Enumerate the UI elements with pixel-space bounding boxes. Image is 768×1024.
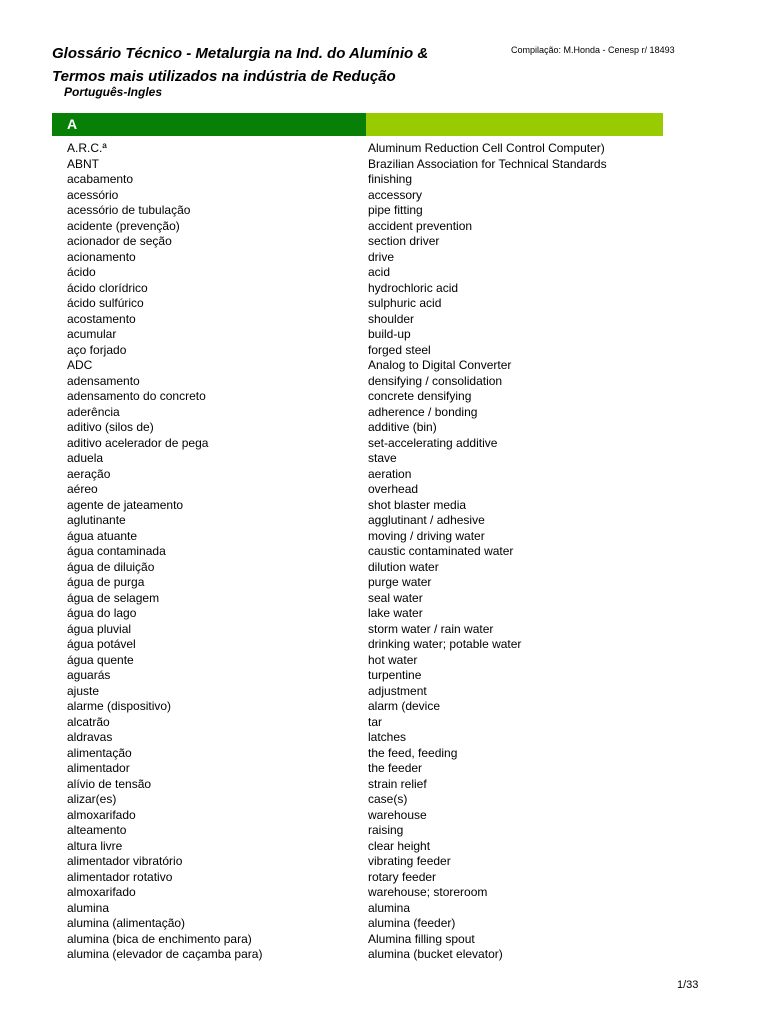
term-portuguese: água contaminada [67,544,166,558]
glossary-list [67,141,667,963]
term-portuguese: ácido [67,265,96,279]
glossary-entry [67,420,667,436]
term-english: set-accelerating additive [368,435,498,450]
glossary-entry [67,575,667,591]
glossary-entry [67,203,667,219]
term-portuguese: agente de jateamento [67,497,184,512]
term-portuguese: água atuante [67,528,138,543]
glossary-entry [67,730,667,746]
term-english: alarm (device [368,699,441,713]
term-english: latches [368,730,407,744]
glossary-entry [67,684,667,700]
term-english: turpentine [368,668,422,682]
term-english: drinking water; potable water [368,637,522,651]
term-portuguese: água de selagem [67,590,160,605]
glossary-entry [67,901,667,917]
glossary-entry [67,389,667,405]
glossary-entry [67,653,667,669]
glossary-entry [67,157,667,173]
glossary-entry [67,219,667,235]
term-english: overhead [368,482,419,496]
term-portuguese: almoxarifado [67,807,136,822]
term-portuguese: alumina (bica de enchimento para) [67,931,252,946]
term-english: storm water / rain water [368,621,494,636]
term-english: rotary feeder [368,869,437,884]
term-portuguese: alimentador vibratório [67,854,183,868]
glossary-entry [67,188,667,204]
term-english: finishing [368,172,413,186]
page-subtitle: Português-Ingles [64,85,163,99]
term-portuguese: ácido clorídrico [67,280,148,295]
page-number: 1/33 [677,979,699,991]
section-letter-bar [52,113,663,136]
term-portuguese: alívio de tensão [67,776,152,791]
glossary-entry [67,746,667,762]
glossary-entry [67,560,667,576]
glossary-entry [67,482,667,498]
term-english: purge water [368,575,432,589]
term-portuguese: ABNT [67,156,100,171]
term-english: drive [368,249,395,264]
term-portuguese: acumular [67,327,117,341]
glossary-entry [67,265,667,281]
term-portuguese: alimentador rotativo [67,869,173,884]
glossary-entry [67,916,667,932]
glossary-entry [67,792,667,808]
glossary-entry [67,622,667,638]
term-portuguese: aguarás [67,668,111,682]
term-portuguese: água pluvial [67,621,132,636]
glossary-entry [67,699,667,715]
glossary-entry [67,668,667,684]
glossary-entry [67,358,667,374]
term-portuguese: aditivo (silos de) [67,420,154,434]
term-portuguese: aeração [67,466,111,481]
term-english: shoulder [368,311,415,326]
term-english: raising [368,823,404,837]
glossary-entry [67,544,667,560]
term-english: stave [368,451,397,465]
term-portuguese: alumina (elevador de caçamba para) [67,947,263,961]
glossary-entry [67,172,667,188]
term-portuguese: alteamento [67,823,127,837]
glossary-entry [67,823,667,839]
term-portuguese: água quente [67,652,134,667]
term-portuguese: alcatrão [67,714,110,729]
term-portuguese: adensamento do concreto [67,389,206,403]
glossary-entry [67,451,667,467]
term-english: forged steel [368,342,431,357]
term-portuguese: alimentador [67,761,130,775]
glossary-entry [67,250,667,266]
term-english: strain relief [368,776,427,791]
term-english: lake water [368,606,423,620]
term-english: adjustment [368,683,427,698]
glossary-entry [67,513,667,529]
term-portuguese: alumina [67,900,110,915]
term-english: vibrating feeder [368,854,451,868]
term-portuguese: acessório [67,187,119,202]
glossary-entry [67,808,667,824]
term-english: warehouse [368,807,427,822]
glossary-entry [67,591,667,607]
term-portuguese: acionamento [67,249,136,264]
term-english: the feed, feeding [368,745,458,760]
term-portuguese: alizar(es) [67,792,117,806]
term-english: alumina (bucket elevator) [368,947,503,961]
term-english: sulphuric acid [368,296,442,310]
term-portuguese: acidente (prevenção) [67,218,180,233]
compilation-credit: Compilação: M.Honda - Cenesp r/ 18493 [511,45,675,55]
term-portuguese: água potável [67,637,136,651]
section-bar-accent [366,113,663,136]
glossary-entry [67,715,667,731]
term-english: accident prevention [368,218,473,233]
term-english: section driver [368,234,440,248]
term-english: seal water [368,590,423,605]
term-english: adherence / bonding [368,404,478,419]
term-english: tar [368,714,383,729]
term-english: alumina [368,900,411,915]
term-english: caustic contaminated water [368,544,514,558]
glossary-entry [67,932,667,948]
term-english: hot water [368,652,418,667]
glossary-entry [67,234,667,250]
term-english: case(s) [368,792,408,806]
term-english: densifying / consolidation [368,373,503,388]
term-english: agglutinant / adhesive [368,513,485,527]
glossary-entry [67,312,667,328]
term-portuguese: ajuste [67,683,100,698]
term-portuguese: acostamento [67,311,136,326]
term-portuguese: altura livre [67,838,123,853]
term-english: additive (bin) [368,420,437,434]
term-english: build-up [368,327,411,341]
term-portuguese: adensamento [67,373,140,388]
term-english: Alumina filling spout [368,931,475,946]
term-portuguese: água de purga [67,575,145,589]
glossary-entry [67,529,667,545]
term-english: shot blaster media [368,497,467,512]
term-english: aeration [368,466,412,481]
term-english: Aluminum Reduction Cell Control Computer) [368,141,605,155]
glossary-entry [67,141,667,157]
term-english: Brazilian Association for Technical Standards [368,156,607,171]
term-portuguese: alumina (alimentação) [67,916,186,930]
glossary-entry [67,854,667,870]
term-english: dilution water [368,559,439,574]
glossary-entry [67,281,667,297]
term-english: concrete densifying [368,389,472,403]
term-english: the feeder [368,761,423,775]
section-letter: A [52,113,366,136]
title-line-2: Termos mais utilizados na indústria de Redução [52,68,396,85]
title-line-1: Glossário Técnico - Metalurgia na Ind. do Alumínio & [52,45,429,62]
term-portuguese: ADC [67,358,93,372]
term-portuguese: alimentação [67,745,132,760]
term-portuguese: aderência [67,404,120,419]
glossary-entry [67,839,667,855]
glossary-entry [67,606,667,622]
glossary-entry [67,467,667,483]
glossary-entry [67,374,667,390]
term-english: Analog to Digital Converter [368,358,512,372]
glossary-entry [67,405,667,421]
term-portuguese: aldravas [67,730,113,744]
glossary-entry [67,947,667,963]
term-portuguese: aéreo [67,482,98,496]
term-portuguese: acessório de tubulação [67,203,191,217]
glossary-entry [67,327,667,343]
term-portuguese: água do lago [67,606,137,620]
term-portuguese: acionador de seção [67,234,172,248]
term-english: acid [368,265,391,279]
term-english: hydrochloric acid [368,280,459,295]
term-portuguese: alarme (dispositivo) [67,699,172,713]
glossary-entry [67,761,667,777]
term-portuguese: aço forjado [67,342,127,357]
term-portuguese: aduela [67,451,104,465]
term-portuguese: água de diluição [67,559,155,574]
page-title [52,42,472,88]
glossary-entry [67,885,667,901]
glossary-entry [67,870,667,886]
term-english: moving / driving water [368,528,485,543]
glossary-entry [67,498,667,514]
glossary-entry [67,777,667,793]
glossary-entry [67,296,667,312]
glossary-entry [67,343,667,359]
term-english: warehouse; storeroom [368,885,488,899]
term-portuguese: almoxarifado [67,885,136,899]
term-english: pipe fitting [368,203,423,217]
glossary-entry [67,436,667,452]
term-english: alumina (feeder) [368,916,456,930]
term-portuguese: aditivo acelerador de pega [67,435,209,450]
term-portuguese: ácido sulfúrico [67,296,144,310]
term-english: accessory [368,187,423,202]
term-portuguese: acabamento [67,172,134,186]
term-portuguese: A.R.C.ª [67,141,107,155]
term-english: clear height [368,838,431,853]
term-portuguese: aglutinante [67,513,126,527]
glossary-entry [67,637,667,653]
